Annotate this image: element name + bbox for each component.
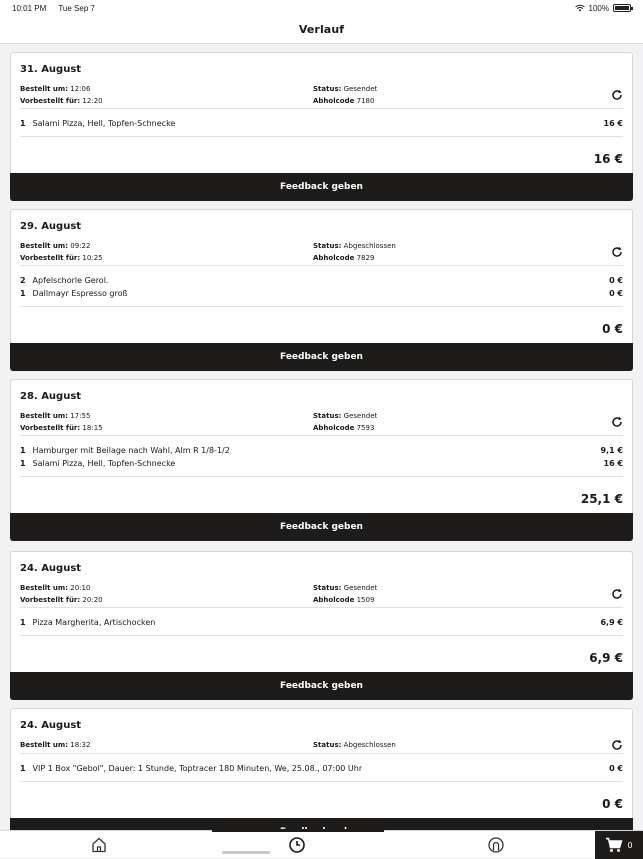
pickup-code-label: Abholcode bbox=[313, 254, 355, 262]
ordered-at-label: Bestellt um: bbox=[20, 85, 69, 93]
item-qty: 1 bbox=[20, 446, 26, 455]
item-price: 16 € bbox=[603, 119, 623, 128]
item-price: 0 € bbox=[609, 276, 623, 285]
list-item bbox=[20, 457, 623, 470]
tab-bar bbox=[0, 830, 643, 858]
pickup-code-label: Abholcode bbox=[313, 596, 355, 604]
order-items bbox=[20, 754, 623, 781]
ordered-at-value: 18:32 bbox=[70, 741, 91, 749]
list-item bbox=[20, 274, 623, 287]
feedback-button[interactable]: Feedback geben bbox=[10, 173, 633, 201]
order-meta bbox=[20, 410, 623, 435]
order-date: 24. August bbox=[20, 719, 82, 731]
list-item bbox=[20, 444, 623, 457]
order-card bbox=[10, 209, 633, 371]
pickup-code-value: 7593 bbox=[356, 424, 375, 432]
battery-percent: 100% bbox=[588, 3, 609, 13]
order-date: 31. August bbox=[20, 63, 82, 75]
item-name: Dallmayr Espresso groß bbox=[32, 289, 128, 298]
ordered-at-value: 09:22 bbox=[70, 242, 91, 250]
status-date: Tue Sep 7 bbox=[58, 3, 95, 13]
reorder-icon[interactable] bbox=[611, 416, 623, 428]
order-items bbox=[20, 608, 623, 635]
item-qty: 1 bbox=[20, 289, 26, 298]
item-qty: 1 bbox=[20, 618, 26, 627]
history-icon[interactable] bbox=[288, 836, 306, 854]
feedback-button[interactable]: Feedback geben bbox=[10, 343, 633, 371]
ordered-at-label: Bestellt um: bbox=[20, 584, 69, 592]
status-label: Status: bbox=[313, 85, 342, 93]
status-bar bbox=[0, 0, 643, 16]
preordered-for-label: Vorbestellt für: bbox=[20, 596, 81, 604]
item-name: Salami Pizza, Hell, Topfen-Schnecke bbox=[32, 459, 176, 468]
preordered-for-label: Vorbestellt für: bbox=[20, 424, 81, 432]
preordered-for-value: 10:25 bbox=[82, 254, 103, 262]
home-indicator bbox=[222, 851, 270, 854]
order-total: 0 € bbox=[602, 322, 623, 336]
order-card bbox=[10, 551, 633, 700]
active-tab-indicator bbox=[212, 829, 384, 832]
item-qty: 1 bbox=[20, 459, 26, 468]
status-label: Status: bbox=[313, 741, 342, 749]
order-meta bbox=[20, 739, 623, 753]
preordered-for-value: 20:20 bbox=[82, 596, 103, 604]
reorder-icon[interactable] bbox=[611, 246, 623, 258]
order-card bbox=[10, 708, 633, 846]
pickup-code-value: 7829 bbox=[356, 254, 375, 262]
item-name: Pizza Margherita, Artischocken bbox=[32, 618, 156, 627]
cart-icon bbox=[605, 837, 623, 853]
order-card bbox=[10, 52, 633, 201]
list-item bbox=[20, 287, 623, 300]
status-value: Gesendet bbox=[343, 584, 378, 592]
status-value: Gesendet bbox=[343, 412, 378, 420]
battery-icon bbox=[613, 4, 631, 12]
reorder-icon[interactable] bbox=[611, 739, 623, 751]
pickup-code-value: 7180 bbox=[356, 97, 375, 105]
preordered-for-label: Vorbestellt für: bbox=[20, 97, 81, 105]
pickup-code-label: Abholcode bbox=[313, 424, 355, 432]
nav-bar bbox=[0, 16, 643, 44]
ordered-at-value: 12:06 bbox=[70, 85, 91, 93]
ordered-at-value: 17:55 bbox=[70, 412, 91, 420]
status-label: Status: bbox=[313, 242, 342, 250]
order-total: 0 € bbox=[602, 797, 623, 811]
order-history-list[interactable] bbox=[0, 44, 643, 830]
preordered-for-label: Vorbestellt für: bbox=[20, 254, 81, 262]
cart-count: 0 bbox=[627, 840, 633, 850]
item-price: 16 € bbox=[603, 459, 623, 468]
item-name: Apfelschorle Gerol. bbox=[32, 276, 109, 285]
order-total: 25,1 € bbox=[580, 492, 623, 506]
order-date: 29. August bbox=[20, 220, 82, 232]
item-price: 0 € bbox=[609, 289, 623, 298]
item-price: 9,1 € bbox=[600, 446, 623, 455]
order-card bbox=[10, 379, 633, 541]
reorder-icon[interactable] bbox=[611, 89, 623, 101]
order-items bbox=[20, 436, 623, 476]
order-meta bbox=[20, 83, 623, 108]
status-value: Gesendet bbox=[343, 85, 378, 93]
item-name: Hamburger mit Beilage nach Wahl, Alm R 1/8-1/2 bbox=[32, 446, 230, 455]
status-value: Abgeschlossen bbox=[343, 242, 396, 250]
page-title: Verlauf bbox=[298, 23, 345, 36]
list-item bbox=[20, 762, 623, 775]
list-item bbox=[20, 117, 623, 130]
status-label: Status: bbox=[313, 584, 342, 592]
item-qty: 1 bbox=[20, 764, 26, 773]
ordered-at-value: 20:10 bbox=[70, 584, 91, 592]
feedback-button[interactable]: Feedback geben bbox=[10, 513, 633, 541]
order-date: 24. August bbox=[20, 562, 82, 574]
account-icon[interactable] bbox=[487, 836, 505, 854]
item-qty: 1 bbox=[20, 119, 26, 128]
ordered-at-label: Bestellt um: bbox=[20, 741, 69, 749]
preordered-for-value: 18:15 bbox=[82, 424, 103, 432]
item-price: 0 € bbox=[609, 764, 623, 773]
order-items bbox=[20, 109, 623, 136]
home-icon[interactable] bbox=[90, 836, 108, 854]
order-date: 28. August bbox=[20, 390, 82, 402]
list-item bbox=[20, 616, 623, 629]
ordered-at-label: Bestellt um: bbox=[20, 242, 69, 250]
status-label: Status: bbox=[313, 412, 342, 420]
status-value: Abgeschlossen bbox=[343, 741, 396, 749]
status-time: 10:01 PM bbox=[12, 3, 47, 13]
feedback-button[interactable]: Feedback geben bbox=[10, 672, 633, 700]
reorder-icon[interactable] bbox=[611, 588, 623, 600]
order-items bbox=[20, 266, 623, 306]
item-qty: 2 bbox=[20, 276, 26, 285]
order-meta bbox=[20, 240, 623, 265]
order-total: 6,9 € bbox=[589, 651, 623, 665]
preordered-for-value: 12:20 bbox=[82, 97, 103, 105]
pickup-code-value: 1509 bbox=[356, 596, 375, 604]
item-price: 6,9 € bbox=[600, 618, 623, 627]
ordered-at-label: Bestellt um: bbox=[20, 412, 69, 420]
order-total: 16 € bbox=[593, 152, 623, 166]
wifi-icon bbox=[575, 4, 585, 12]
order-meta bbox=[20, 582, 623, 607]
item-name: VIP 1 Box "Gebol", Dauer: 1 Stunde, Toptracer 180 Minuten, We, 25.08., 07:00 Uhr bbox=[32, 764, 363, 773]
pickup-code-label: Abholcode bbox=[313, 97, 355, 105]
item-name: Salami Pizza, Hell, Topfen-Schnecke bbox=[32, 119, 176, 128]
cart-button[interactable] bbox=[595, 831, 643, 859]
